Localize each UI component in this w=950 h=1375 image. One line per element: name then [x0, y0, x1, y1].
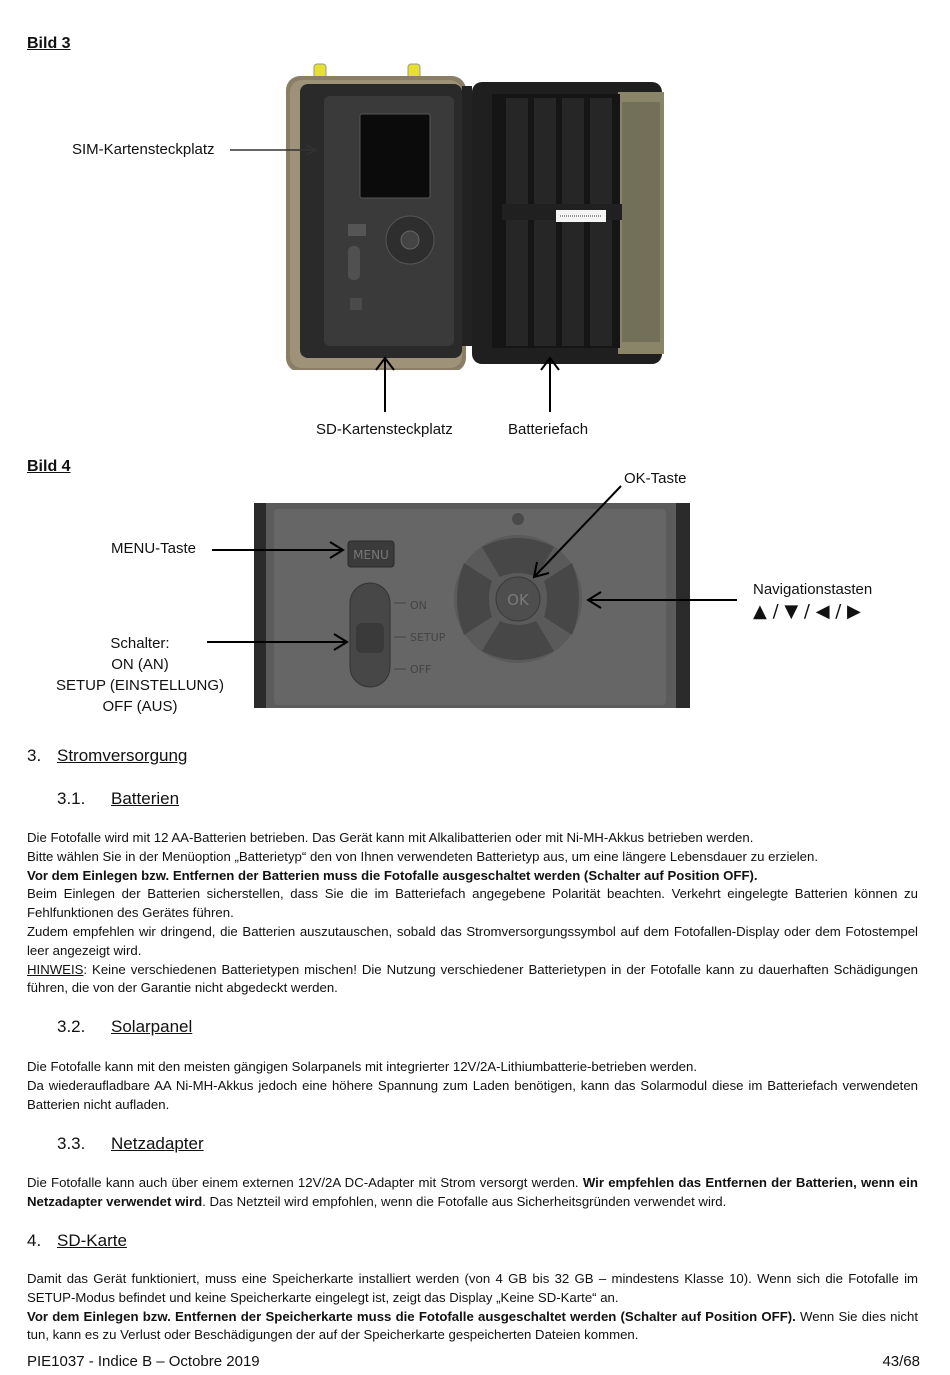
switch-on: ON (AN): [111, 656, 169, 673]
figure-3-label: Bild 3: [27, 35, 71, 52]
figure-4-label: Bild 4: [27, 458, 71, 475]
batteries-para-2: Bitte wählen Sie in der Menüoption „Batterietyp“ den von Ihnen verwendeten Batterietyp aus, um eine längere Lebensdauer zu erzielen.: [27, 848, 819, 864]
section-3-1-heading: [57, 789, 179, 809]
adapter-para: [27, 1174, 918, 1212]
ok-key-label: OK-Taste: [624, 470, 687, 487]
camera-open-photo: [278, 62, 673, 370]
panel-on-text: ON: [410, 599, 427, 612]
note-text: : Keine verschiedenen Batterietypen mischen! Die Nutzung verschiedener Batterietypen in der Fotofalle kann zu dauerhaften Schädigungen führen, die von der Garantie nicht abgedeckt werden.: [27, 961, 918, 996]
section-3-title: Stromversorgung: [57, 746, 188, 765]
section-3-3-title: Netzadapter: [111, 1134, 204, 1153]
switch-description: [40, 633, 240, 717]
battery-compartment-label: Batteriefach: [508, 421, 589, 438]
section-4-number: 4.: [27, 1231, 42, 1250]
menu-key-label: MENU-Taste: [111, 540, 197, 557]
section-3-2-number: 3.2.: [57, 1017, 86, 1036]
switch-title: Schalter:: [110, 635, 170, 652]
ok-key-arrow: [525, 482, 625, 582]
nav-keys-symbols: ▲ / ▼ / ◀ / ▶: [753, 601, 861, 622]
section-3-3-body: [27, 1174, 918, 1212]
sd-slot-label: SD-Kartensteckplatz: [316, 421, 453, 438]
panel-ok-text: OK: [507, 591, 529, 609]
sd-warning: Vor dem Einlegen bzw. Entfernen der Speicherkarte muss die Fotofalle ausgeschaltet werden (Schalter auf Position OFF).: [27, 1308, 796, 1324]
nav-keys-arrow: [585, 590, 740, 610]
switch-off: OFF (AUS): [102, 698, 178, 715]
section-3-1-body: [27, 829, 918, 998]
panel-menu-text: MENU: [353, 548, 389, 562]
footer-page-number: 43/68: [882, 1353, 920, 1370]
sd-para-2: [27, 1308, 918, 1346]
batteries-para-5: Zudem empfehlen wir dringend, die Batterien auszutauschen, sobald das Stromversorgungssymbol auf dem Fotofallen-Display oder dem Fotostempel leer angezeigt wird.: [27, 923, 918, 958]
note-label: HINWEIS: [27, 961, 84, 977]
batteries-note: [27, 961, 918, 999]
sim-slot-arrow: [230, 143, 320, 157]
section-3-2-title: Solarpanel: [111, 1017, 193, 1036]
section-4-body: [27, 1270, 918, 1345]
section-3-2-body: [27, 1058, 918, 1114]
section-4-title: SD-Karte: [57, 1231, 127, 1250]
batteries-warning: Vor dem Einlegen bzw. Entfernen der Batterien muss die Fotofalle ausgeschaltet werden (Schalter auf Position OFF).: [27, 867, 758, 883]
section-3-heading: [27, 746, 187, 766]
sd-para-1: Damit das Gerät funktioniert, muss eine Speicherkarte installiert werden (von 4 GB bis 32 GB – mindestens Klasse 10). Wenn sich die Fotofalle im SETUP-Modus befindet und keine Speicherkarte eingelegt ist, zeigt das Display „Keine SD-Karte“ an.: [27, 1271, 918, 1305]
sim-slot-label: SIM-Kartensteckplatz: [72, 141, 215, 158]
batteries-para-4: Beim Einlegen der Batterien sicherstellen, dass Sie die im Batteriefach angegebene Polarität beachten. Verkehrt eingelegte Batterien können zu Fehlfunktionen des Gerätes führen.: [27, 886, 918, 921]
switch-setup: SETUP (EINSTELLUNG): [55, 677, 225, 694]
solar-para-2: Da wiederaufladbare AA Ni-MH-Akkus jedoch eine höhere Spannung zum Laden benötigen, kann das Solarmodul diese im Batteriefach verwendeten Batterien nicht aufladen.: [27, 1077, 918, 1112]
footer-doc-ref: PIE1037 - Indice B – Octobre 2019: [27, 1353, 260, 1370]
solar-para-1: Die Fotofalle kann mit den meisten gängigen Solarpanels mit integrierter 12V/2A-Lithiumbatterie-betrieben werden.: [27, 1059, 697, 1074]
section-4-heading: [27, 1231, 127, 1251]
sd-para-2-text: Wenn Sie dies nicht tun, kann es zu Verlust oder Beschädigungen der auf der Speicherkarte gespeicherten Dateien kommen.: [27, 1308, 918, 1343]
battery-compartment-arrow: [540, 356, 560, 414]
adapter-text-1: Die Fotofalle kann auch über einem externen 12V/2A DC-Adapter mit Strom versorgt werden.: [27, 1175, 583, 1190]
section-3-3-heading: [57, 1134, 204, 1154]
section-3-3-number: 3.3.: [57, 1134, 86, 1153]
sd-slot-arrow: [375, 356, 395, 414]
adapter-text-2: . Das Netzteil wird empfohlen, wenn die Fotofalle aus Sicherheitsgründen verwendet wird.: [202, 1193, 727, 1209]
section-3-2-heading: [57, 1017, 192, 1037]
section-3-1-number: 3.1.: [57, 789, 86, 808]
menu-key-arrow: [210, 540, 346, 560]
section-3-1-title: Batterien: [111, 789, 180, 808]
panel-off-text: OFF: [410, 663, 432, 676]
section-3-number: 3.: [27, 746, 42, 765]
adapter-text-bold: Wir empfehlen das Entfernen der Batterien, wenn ein Netzadapter verwendet wird: [27, 1175, 918, 1209]
batteries-para-1: Die Fotofalle wird mit 12 AA-Batterien betrieben. Das Gerät kann mit Alkalibatterien oder mit Ni-MH-Akkus betrieben werden.: [27, 830, 754, 845]
panel-setup-text: SETUP: [410, 631, 446, 644]
nav-keys-label: Navigationstasten: [753, 581, 873, 598]
